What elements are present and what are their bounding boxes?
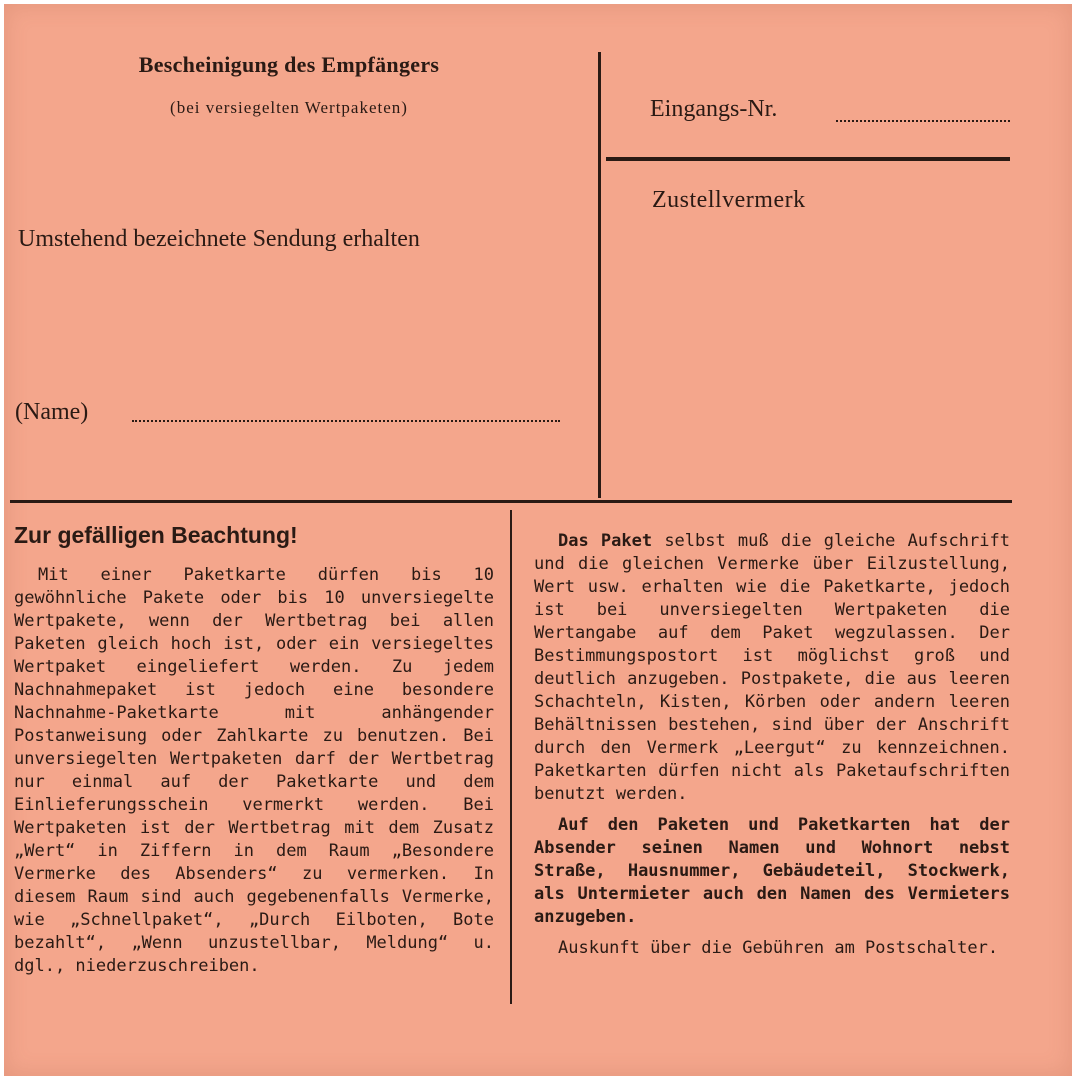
received-statement: Umstehend bezeichnete Sendung erhalten: [18, 226, 420, 252]
entry-number-label: Eingangs-Nr.: [650, 96, 778, 122]
entry-number-line[interactable]: [836, 120, 1010, 122]
notice-right-column: [534, 530, 1010, 960]
notice-vertical-divider: [510, 510, 512, 1004]
notice-right-paragraph-2: Auf den Paketen und Paketkarten hat der Absender seinen Namen und Wohnort nebst Straße, Hausnummer, Gebäudeteil, Stockwerk, als Untermieter auch den Namen des Vermieters anzugeben.: [534, 815, 1010, 927]
office-divider: [606, 157, 1010, 161]
top-vertical-divider: [598, 52, 601, 498]
name-signature-line[interactable]: [132, 420, 560, 422]
notice-left-text: Mit einer Paketkarte dürfen bis 10 gewöhnliche Pakete oder bis 10 unversiegelte Wertpakete, wenn der Wertbetrag bei allen Paketen gleich hoch ist, oder ein versiegeltes Wertpaket eingeliefert werden. Zu jedem Nachnahmepaket ist jedoch eine besondere Nachnahme-Paketkarte mit anhängender Postanweisung oder Zahlkarte zu benutzen. Bei unversiegelten Wertpaketen darf der Wertbetrag nur einmal auf der Paketkarte und dem Einlieferungsschein vermerkt werden. Bei Wertpaketen ist der Wertbetrag mit dem Zusatz „Wert“ in Ziffern in dem Raum „Besondere Vermerke des Absenders“ zu vermerken. In diesem Raum sind auch gegebenenfalls Vermerke, wie „Schnellpaket“, „Durch Eilboten, Bote bezahlt“, „Wenn unzustellbar, Meldung“ u. dgl., niederzuschreiben.: [14, 565, 494, 976]
notice-right-paragraph-1-text: selbst muß die gleiche Aufschrift und die gleichen Vermerke über Eilzustellung, Wert usw. erhalten wie die Paketkarte, jedoch ist bei unversiegelten Wertpaketen die Wertangabe auf dem Paket wegzulassen. Der Bestimmungspostort ist möglichst groß und deutlich anzugeben. Postpakete, die aus leeren Schachteln, Kisten, Körben oder andern leeren Behältnissen bestehen, sind über der Anschrift durch den Vermerk „Leergut“ zu kennzeichnen. Paketkarten dürfen nicht als Paketaufschriften benutzt werden.: [534, 531, 1010, 804]
recipient-certificate-title: Bescheinigung des Empfängers: [138, 52, 440, 77]
name-label: (Name): [15, 399, 89, 425]
section-divider: [10, 500, 1012, 503]
parcel-card-back: [4, 4, 1072, 1076]
recipient-certificate-subtitle: (bei versiegelten Wertpaketen): [170, 98, 408, 117]
notice-right-paragraph-3: Auskunft über die Gebühren am Postschalter.: [558, 938, 999, 958]
notice-right-lead: Das Paket: [558, 531, 653, 551]
notice-right-paragraph-1: [534, 530, 1010, 806]
delivery-note-label: Zustellvermerk: [652, 187, 806, 213]
notice-left-column: [14, 564, 494, 978]
notice-title: Zur gefälligen Beachtung!: [14, 522, 298, 548]
